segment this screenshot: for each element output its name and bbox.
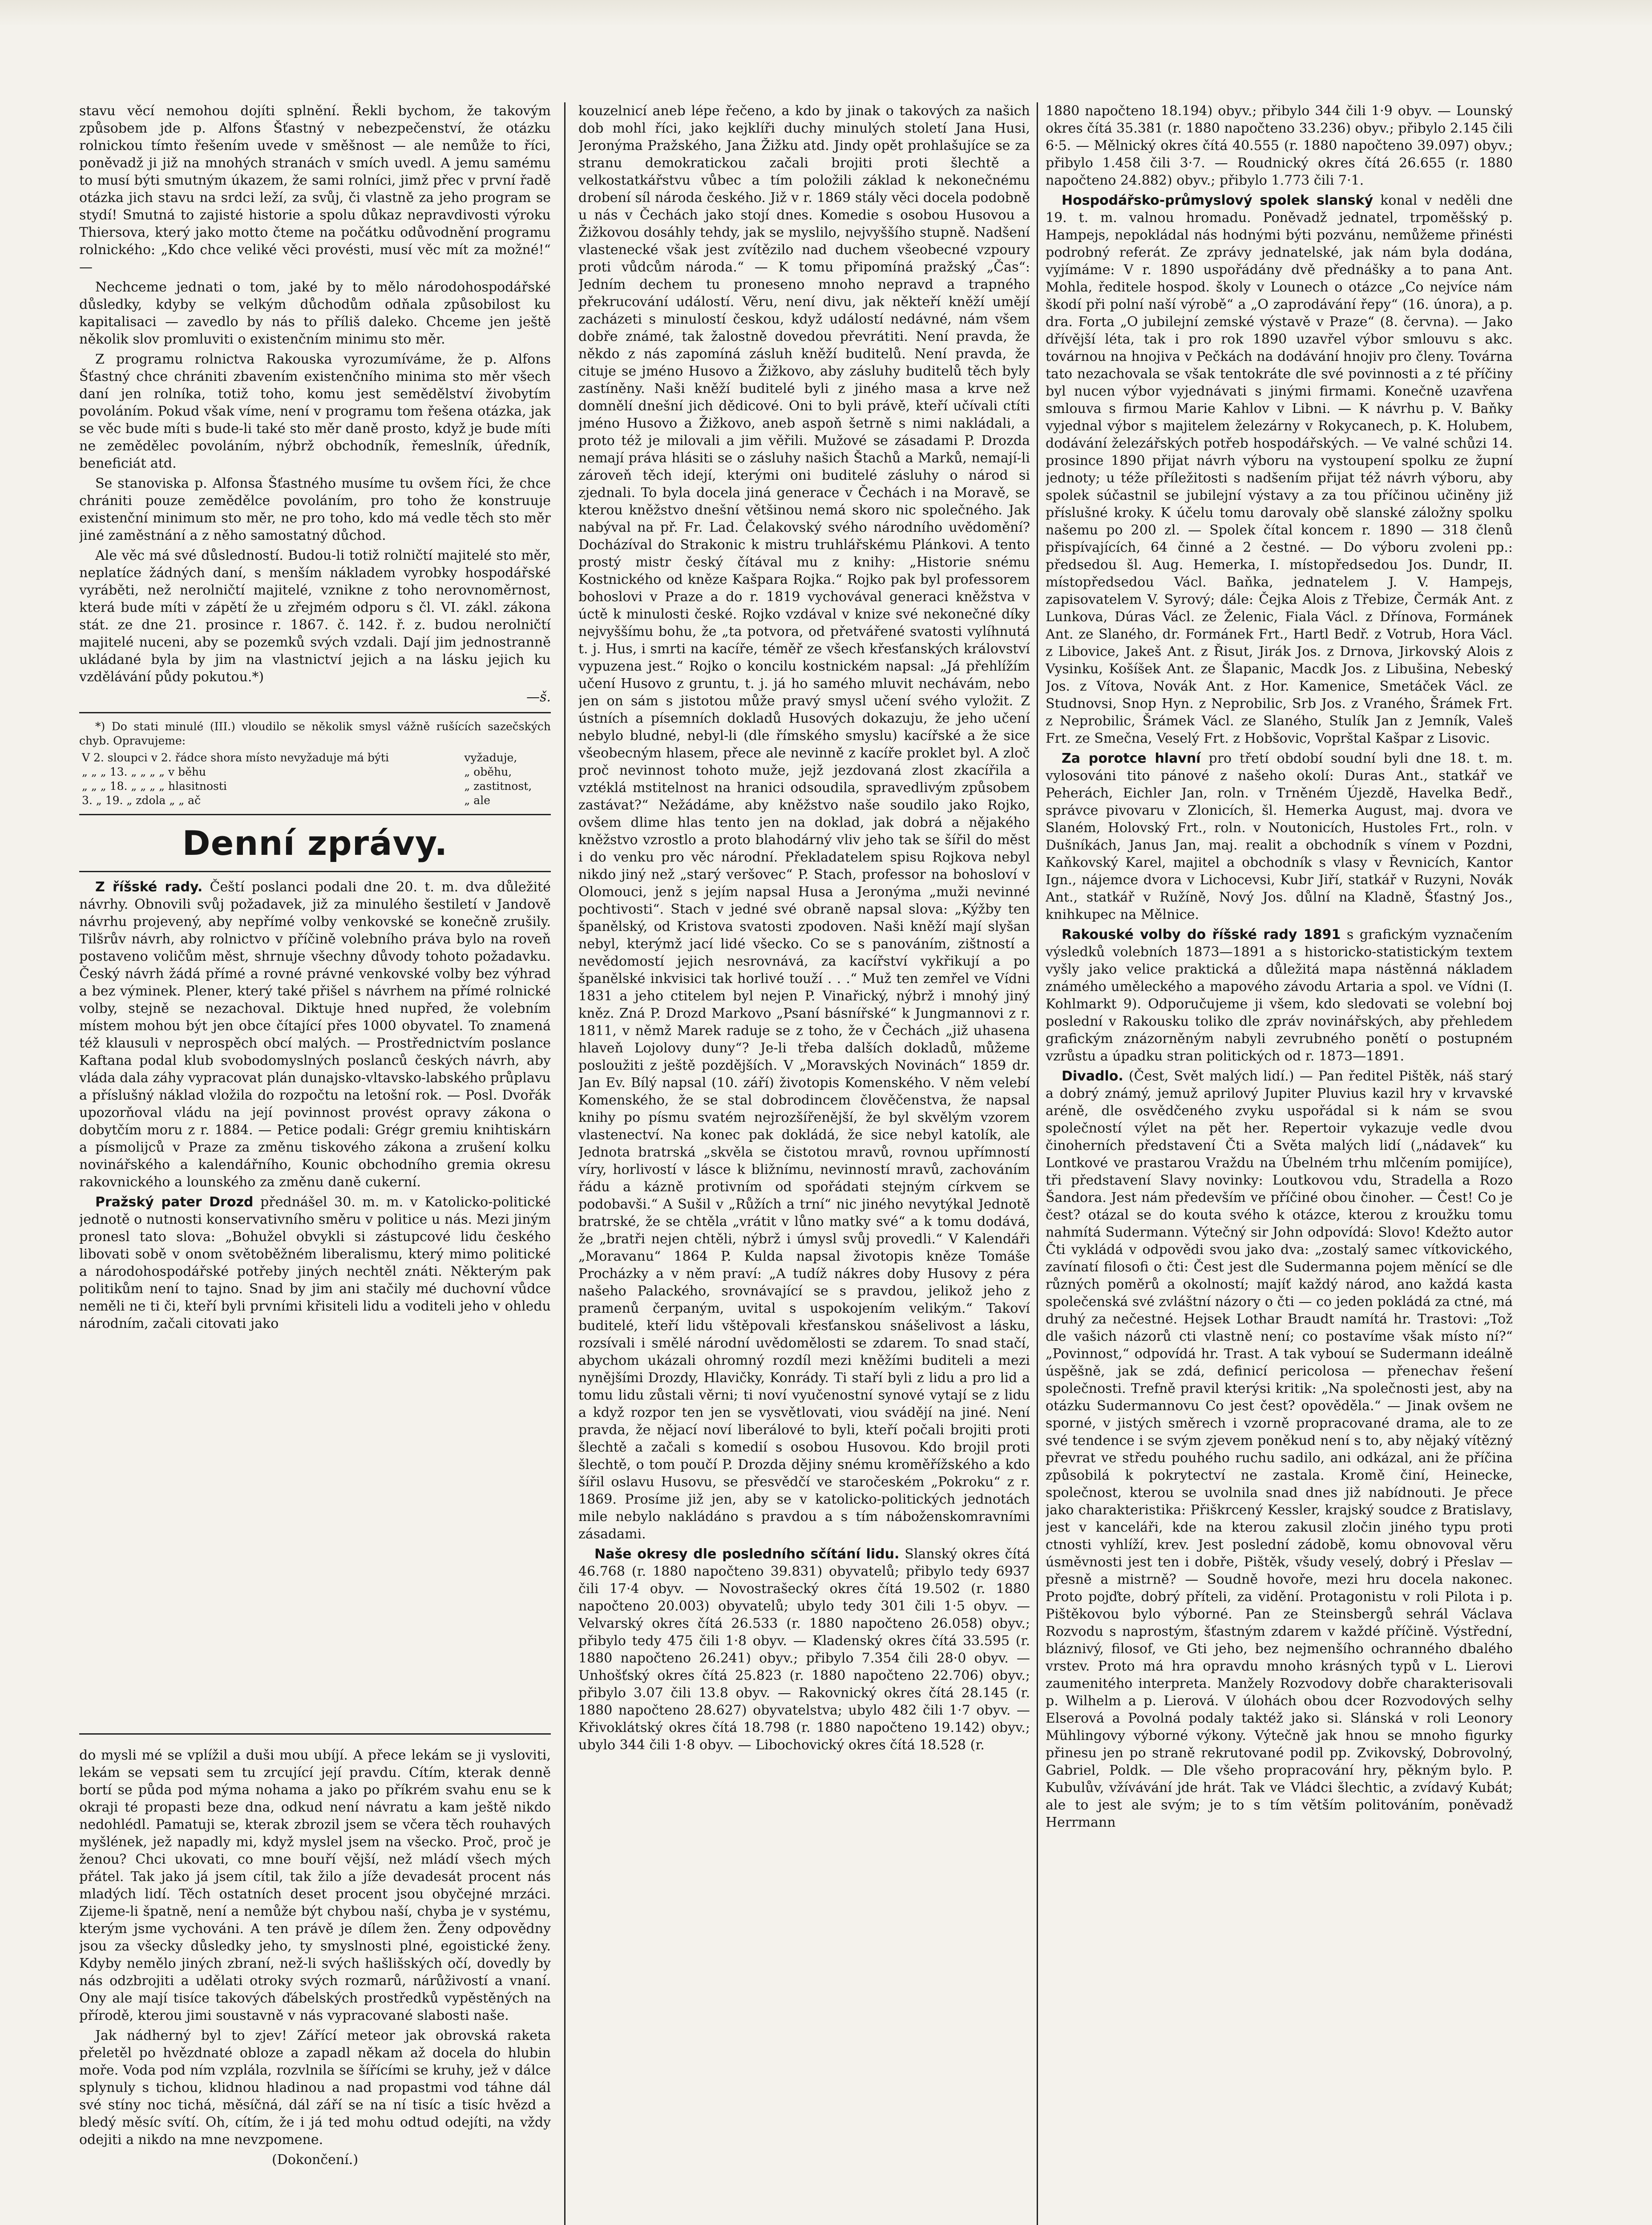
- masthead-divider: [79, 871, 551, 872]
- column-3: [1046, 102, 1513, 2225]
- errata-where: V 2. sloupci v 2. řádce shora místo nevyžaduje má býti: [82, 751, 389, 764]
- errata-where: 3. „ 19. „ zdola „ „ ač: [82, 794, 201, 807]
- column-rule: [564, 102, 565, 2225]
- census-title: Naše okresy dle posledního sčítání lidu.: [594, 1546, 900, 1562]
- col1-paragraph: Se stanoviska p. Alfonsa Šťastného musíme tu ovšem říci, že chce chrániti pouze zemědělce povoláním, pro toho že konstruuje existenční minimum sto měr, ne pro toho, kdo má vedle těch sto měr jiné zaměstnání a z něho samostatný důchod.: [79, 476, 551, 543]
- news-item: [79, 1193, 551, 1332]
- errata-where: „ „ „ 18. „ „ „ „ hlasitnosti: [82, 780, 227, 793]
- footnote-divider: [79, 712, 551, 713]
- column-2: [578, 102, 1030, 2225]
- errata-row: [79, 779, 551, 793]
- news-lead: Divadlo.: [1062, 1068, 1123, 1084]
- feuilleton-column: [79, 1747, 551, 2225]
- news-text: s grafickým vyznačením výsledků volebních 1873—1891 a s historicko-statistickým textem vyšly jako velice praktická a důležitá mapa nástěnná nákladem známého uměleckého a mapového závodu Artaria a spol. ve Vídni (I. Kohlmarkt 9). Odporučujeme ji všem, kdo sledovati se volební boj poslední v Rakousku toliko dle zpráv novinářských, aby přehledem grafickým znázorněným nabyli zevrubného ponětí o postupném vzrůstu a úpadku stran politických od r. 1873—1891.: [1046, 927, 1513, 1064]
- masthead-divider: [79, 814, 551, 815]
- news-item: [1046, 192, 1513, 747]
- errata-fix: „ zastitnost,: [464, 780, 532, 793]
- errata-fix: „ ale: [464, 794, 490, 807]
- errata-fix: „ oběhu,: [464, 765, 512, 778]
- news-text: přednášel 30. m. m. v Katolicko-politické jednotě o nutnosti konservativního směru v politice u nás. Mezi jiným pronesl tato slova: „Bohužel obvykli si zástupcové lidu českého libovati sobě v onom světoběžném liberalismu, který mimo politické a národohospodářské potřeby jiných nechtěl znáti. Některým pak politikům není to tajno. Snad by jim ani stačily mé duchovní vůdce neměli ne ti či, kteří byli prvními křisiteli lidu a voditeli jeho v ohledu národním, začali citovati jako: [79, 1194, 551, 1331]
- news-lead: Hospodářsko-průmyslový spolek slanský: [1062, 193, 1373, 208]
- feuilleton-signature: (Dokončení.): [271, 2152, 359, 2168]
- news-lead: Z říšské rady.: [95, 879, 203, 895]
- col1-paragraph: stavu věcí nemohou dojíti splnění. Řekli bychom, že takovým způsobem jde p. Alfons Šťastný v nebezpečenství, že otázku rolnickou tímto řešením uvede v směšnost — ale nemůže to říci, poněvadž ji již na mnohých stranách v smích uvedl. A jemu samému to musí býti smutným úkazem, že sami rolníci, jimž přec v první řadě otázka jich stavu na srdci leží, za svůj, či vlastně za jeho program se stydí! Smutná to zajisté historie a spolu důkaz nepravdivosti výroku Thiersova, který jako motto čteme na počátku odůvodnění programu rolnického: „Kdo chce veliké věci provésti, musí věc mít za možné!“ —: [79, 103, 551, 275]
- errata-where: „ „ „ 13. „ „ „ „ v běhu: [82, 765, 206, 778]
- col1-paragraph: Z programu rolnictva Rakouska vyrozumíváme, že p. Alfons Šťastný chce chrániti zbavením existenčního minima sto měr všech daní jen rolníka, totiž toho, komu jest semědělství živobytím povoláním. Pokud však víme, není v programu tom řešena otázka, jak se věc bude míti s bude-li také sto měr daně prosto, když je bude míti ne zemědělec povoláním, nýbrž obchodník, řemeslník, úředník, beneficiát atd.: [79, 352, 551, 471]
- errata-row: [79, 751, 551, 765]
- news-lead: Pražský pater Drozd: [95, 1194, 254, 1210]
- news-text: pro třetí období soudní byli dne 18. t. m. vylosováni tito pánové z našeho okolí: Duras Ant., statkář ve Peherách, Eichler Jan, roln. v Trněném Újezdě, Havelka Bedř., správce pivovaru v Zlonicích, šl. Hemerka August, maj. dvora ve Slaném, Holovský Frt., roln. v Noutonicích, Hustoles Frt., roln. v Dušníkách, Janus Jan, maj. realit a obchodník s vínem v Pozdni, Kaňkovský Karel, majitel a obchodník s vlasy v Řevnicích, Kantor Ign., nájemce dvora v Lichocevsi, Kubr Jiří, statkář v Ruzyni, Novák Ant., statkář v Ružíně, Nový Jos. důlní na Kladně, Šťastný Jos., knihkupec na Mělnice.: [1046, 751, 1513, 922]
- errata-fix: vyžaduje,: [464, 751, 517, 764]
- news-item: [1046, 1068, 1513, 1831]
- news-text: konal v neděli dne 19. t. m. valnou hromadu. Poněvadž jednatel, trpoměšský p. Hampejs, nepokládal nás hodnými býti pozvánu, nemůžeme přinésti podrobný referát. Ze zprávy jednatelské, jak nám byla dodána, vyjímáme: V r. 1890 uspořádány dvě přednášky a to pana Ant. Mohla, ředitele hospod. školy v Lounech o otázce „Co nejvíce nám škodí při polní naší výrobě“ a „O zaprodávání řepy“ (16. února), a p. dra. Forta „O jubilejní zemské výstavě v Praze“ (8. června). — Jako dřívější léta, tak i pro rok 1890 uzavřel výbor smlouvu s akc. továrnou na hnojiva v Pečkách na dodávání hnojiv pro členy. Továrna tato nezachovala se však tentokráte dle své povinnosti a z té příčiny byl nucen výbor vyjednávati s jinými firmami. Konečně uzavřena smlouva s firmou Marie Kahlov v Libni. — K návrhu p. V. Baňky vyjednal výbor s majitelem železárny v Rokycanech, p. K. Holubem, dodávání železářských potřeb hospodářských. — Ve valné schůzi 14. prosince 1890 přijat návrh výboru na vystoupení spolku ze župní jednoty; u téže příležitosti s nadšením přijat též návrh výboru, aby spolek súčastnil se jubilejní výstavy a za tou příčinou učiněny již příslušné kroky. K účelu tomu darovaly obě slanské záložny spolku našemu po 200 zl. — Spolek čítal koncem r. 1890 — 318 členů přispívajících, 64 činné a 2 čestné. — Do výboru zvoleni pp.: předsedou šl. Aug. Hemerka, I. místopředsedou Jos. Dundr, II. místopředsedou Václ. Baňka, jednatelem J. V. Hampejs, zapisovatelem V. Syrový; dále: Čejka Alois z Třebize, Čermák Ant. z Lunkova, Dúras Václ. ze Želenic, Fiala Václ. z Dřínova, Formánek Ant. ze Slaného, dr. Formánek Frt., Hartl Bedř. z Votrub, Hora Václ. z Libovice, Jakeš Ant. z Řisut, Jirák Jos. z Drnova, Jirkovský Alois z Vysinku, Košíšek Ant. ze Šlapanic, Macdk Jos. z Libušina, Nebeský Jos. z Vítova, Novák Ant. z Hor. Kamenice, Smetáček Václ. ze Studnovsi, Snop Hyn. z Neprobilic, Srb Jos. z Vraného, Šrámek Frt. z Neprobilic, Šrámek Václ. ze Slaného, Stulík Jan z Jemník, Valeš Frt. ze Smečna, Veselý Frt. z Hobšovic, Voprštal Kašpar z Lisovic.: [1046, 193, 1513, 746]
- news-lead: Rakouské volby do říšské rady 1891: [1062, 927, 1341, 943]
- news-text: (Čest, Svět malých lidí.) — Pan ředitel Pištěk, náš starý a dobrý známý, jemuž aprilový Jupiter Pluvius kazil hry v krvavské aréně, dle osvědčeného zvyku uspořádal si k nám se svou společností výlet na pět her. Repertoir vykazuje vedle dvou činoherních představení Čti a Světa malých lidí („nádavek“ ku Lontkové ve prastarou Vraždu na Úbelném trhu mlčením pomijíce), tři představení Slavy novinky: Loutkovou vdu, Stradella a Rozo Šandora. Jest nám především ve příčiné obou činoher. — Čest! Co je čest? otázal se do kouta svého k otázce, kterou z kroužku tomu nahmítá Sudermann. Výtečný sir John odpovídá: Slovo! Kdežto autor Čti vykládá v odpovědi svou jako dva: „zostalý samec vítkovického, zavínatí filosofi o čti: Čest jest dle Sudermanna pojem měnící se dle různých poměrů a okolností; majíť každý národ, ano každá kasta společenská své zvláštní názory o čti — co jeden pokládá za ctné, má druhý za nečestné. Hejsek Lothar Braudt namítá hr. Trastovi: „Tož dle vašich názorů cti vlastně není; co postavíme však místo ní?“ „Povinnost,“ odpovídá hr. Trast. A tak vybouí se Sudermann ideálně úspěšně, jak se zdá, definicí pericolosa — přenechav řešení společnosti. Trefně pravil kterýsi kritik: „Na společnosti jest, aby na otázku Sudermannovu Co jest čest? opověděla.“ — Jinak ovšem ne sporné, v jistých směrech i vzorně propracované drama, ale to ze své tendence i se svým zjevem poněkud není s to, aby nějaký vítězný převrat ve středu pouhého ruchu sadilo, ani odkázal, ani že příčina způsobilá k pokrytectví ne zastala. Kromě činí, Heinecke, společnost, kterou se uvolnila snad dnes již nabídnouti. Je přece jako charakteristika: Přiškrcený Kessler, krajský soudce z Bratislavy, jest v kanceláři, kde na kterou zakusil zločin jiného typu proti ctnosti vyhlíží, krev. Jest poslední zádobě, komu obnovoval věru úsměvnosti jest ten i dobře, Pištěk, všudy veselý, dobrý i Přeslav — přesně a mistrně? — Soudně hovoře, mezi hru docela nakonec. Proto pojďte, dobrý příteli, za vidění. Protagonistu v roli Pilota i p. Pištěkovou bylo výborné. Pan ze Steinsbergů sehrál Václava Rozvodu s naprostým, šťastným zdarem v každé příčině. Výstřední, bláznivý, filosof, ve Gti jeho, bez nejmenšího ochranného dbalého vrstev. Proto má hra opravdu mnoho krásných typů v L. Lierovi zaumenitého interpreta. Manžely Rozvodovy dobře charakterisovali p. Wilhelm a p. Lierová. V úlohách obou dcer Rozvodových selhy Elserová a Povolná podaly taktéž jako si. Slánská v roli Leonory Mühlingovy výborné výkony. Výtečně jak hnou se mnoho figurky přinesu jen po straně rekrutované podil pp. Zvikovský, Dobrovolný, Gabriel, Poldk. — Dle všeho propracování hry, pěkným bylo. P. Kubulův, vžívávání jde hrát. Tak ve Vládci šlechtic, a zvídavý Kubát; ale to jest ale svým; je to s tím větším politováním, poněvadž Herrmann: [1046, 1068, 1513, 1830]
- news-item: [1046, 926, 1513, 1065]
- news-lead: Za porotce hlavní: [1062, 751, 1201, 766]
- errata-row: [79, 793, 551, 808]
- column-1: [79, 102, 551, 1722]
- feuilleton-paragraph: Jak nádherný byl to zjev! Zářící meteor jak obrovská raketa přeletěl po hvězdnaté obloze a zapadl někam až docela do hlubin moře. Voda pod ním vzplála, rozvlnila se šířícími se kruhy, jež v dálce splynuly s tichou, klidnou hladinou a nad propastmi vod táhne dál své stíny noc tichá, měsíčná, dál září se na ní tisíc a tisíc hvězd a bledý měsíc svítí. Oh, cítím, že i já ted mohu odtud odejíti, na vždy odejiti a nikdo na mne nevzpomene.: [79, 2028, 551, 2148]
- footnote: *) Do stati minulé (III.) vloudilo se několik smysl vážně rušících sazečských chyb. Opravujeme:: [79, 720, 551, 747]
- errata-row: [79, 765, 551, 779]
- errata-table: [79, 751, 551, 808]
- news-text: Čeští poslanci podali dne 20. t. m. dva důležité návrhy. Obnovili svůj požadavek, již za minulého šestiletí v Jandově návrhu projevený, aby nepřímé volby venkovské se konečně zrušily. Tilšrův návrh, aby rolnictvo v příčině volebního práva bylo na roveň postaveno voličům měst, shrnuje všechny důvody tohoto požadavku. Český návrh žádá přímé a rovné právné venkovské volby bez výhrad a bez výminek. Plener, který také přišel s návrhem na přímé rolnické volby, stejně se nezachoval. Diktuje hned nupřed, že volebním místem mohou být jen obce čítající přes 1000 obyvatel. To znamená též klausuli v neprospěch obcí malých. — Prostřednictvím poslance Kaftana podal klub svobodomyslných poslanců českých návrh, aby vláda dala záhy vypracovat plán dunajsko-vltavsko-labského průplavu a příslušný náklad vložila do rozpočtu na letošní rok. — Posl. Dvořák upozorňoval vládu na její povinnost provést opravy zákona o dobytčím moru z r. 1884. — Petice podali: Grégr gremiu knihtiskárn a písmolijců v Praze za změnu tiskového zákona a zrušení kolku novinářského a kalendářního, Kounic obchodního gremia okresu rakovnického a lounského za změnu daně cukerní.: [79, 879, 551, 1190]
- col1-paragraph: Nechceme jednati o tom, jaké by to mělo národohospodářské důsledky, kdyby se velkým důchodům odňala způsobilost ku kapitalisaci — zavedlo by nás to příliš daleko. Chceme jen ještě několik slov promluviti o existenčním minimu sto měr.: [79, 279, 551, 347]
- col1-signature: —š.: [526, 689, 551, 705]
- census-text: Slanský okres čítá 46.768 (r. 1880 napočteno 39.831) obyvatelů; přibylo tedy 6937 čili 17·4 obyv. — Novostrašecký okres čítá 19.502 (r. 1880 napočteno 20.003) obyvatelů; ubylo tedy 301 čili 1·5 obyv. — Velvarský okres čítá 26.533 (r. 1880 napočteno 26.058) obyv.; přibylo tedy 475 čili 1·8 obyv. — Kladenský okres čítá 33.595 (r. 1880 napočteno 26.241) obyv.; přibylo 7.354 čili 28·0 obyv. — Unhošťský okres čítá 25.823 (r. 1880 napočteno 22.706) obyv.; přibylo 3.07 čili 13.8 obyv. — Rakovnický okres čítá 28.145 (r. 1880 napočteno 28.627) obyvatelstva; ubylo 482 čili 1·7 obyv. — Křivoklátský okres čítá 18.798 (r. 1880 napočteno 19.142) obyv.; ubylo 344 čili 1·8 obyv. — Libochovický okres čítá 18.528 (r.: [578, 1546, 1030, 1753]
- feuilleton-paragraph: do mysli mé se vplížil a duši mou ubíjí. A přece lekám se ji vysloviti, lekám se vepsati sem tu zrcující její pravdu. Cítím, kterak denně bortí se půda pod mýma nohama a jako po příkrém svahu enu se k okraji té propasti beze dna, odkud není návratu a kam ještě nikdo nedohlédl. Pamatuji se, kterak zbrozil jsem se včera těch rouhavých myšlének, jež napadly mi, když myslel jsem na všecko. Proč, proč je ženou? Chci ukovati, co mne bouří vější, než mládí všech mých přátel. Tak jako já jsem cítil, tak žilo a jíže devadesát procent nás mladých lidí. Těch ostatních deset procent jsou obyčejné mrzáci. Zijeme-li špatně, není a nemůže být chybou naší, chyba je v systému, kterým jsme vychováni. A ten právě je dílem žen. Ženy odpovědny jsou za všecky důsledky jeho, ty smyslnosti plné, egoistické ženy. Kdyby nemělo jiných zbraní, než-li svých hašlišských očí, dovedly by nás odzbrojiti a udělati otroky svých rozmarů, nárůživostí a vnaní. Ony ale mají tisíce takových ďábelských prostředků vypěstěných na přírodě, kterou jimi soustavně v nás vypracované slabosti naše.: [79, 1748, 551, 2023]
- feuilleton-divider: [79, 1733, 551, 1735]
- page-top-shadow: [0, 0, 1652, 27]
- col2-paragraph: kouzelnicí aneb lépe řečeno, a kdo by jinak o takových za našich dob mohl říci, jako kejklíři duchy minulých století Jana Husi, Jeronýma Pražského, Jana Žižku atd. Jindy opět prohlašujíce se za stranu demokratickou začali brojiti proti šlechtě a velkostatkářstvu vůbec a tím položili základ k nekonečnému drobení síl národa českého. Již v r. 1869 stály věci docela podobně u nás v Čechách jako stojí dnes. Komedie s osobou Husovou a Žižkovou dosáhly tehdy, jak se myslilo, nejvyššího stupně. Nadšení vlastenecké však jest zvítězilo nad duchem všeobecné vzpoury proti vůdcům národa.“ — K tomu připomíná pražský „Čas“: Jedním dechem tu proneseno mnoho nepravd a trapného překrucování událostí. Věru, není divu, jak někteří kněží umějí zacházeti s minulostí českou, když událostí nedávné, nám všem dobře známé, tak žalostně dovedou převrátiti. Není pravda, že někdo z nás zapomíná zásluh kněží buditelů. Není pravda, že cituje se jméno Husovo a Žižkovo, aby zásluhy buditelů těch byly zastíněny. Naši kněží buditelé byli z jiného masa a krve než domnělí dnešní jich dědicové. Oni to byli právě, kteří učívali ctíti jméno Husovo a Žižkovo, aneb aspoň šetrně s nimi nakládali, a proto též je milovali a jim věřili. Mužové se zásadami P. Drozda nemají práva hlásiti se o zásluhy našich Štachů a Marků, nemají-li zároveň těch idejí, kterými oni buditelé zásluhy o národ si zjednali. To byla docela jiná generace v Čechách i na Moravě, se kterou kněžstvo dnešní většinou nemá skoro nic společného. Jak nabýval na př. Fr. Lad. Čelakovský svého národního uvědomění? Docházíval do Strakonic k mistru truhlářskému Plánkovi. A tento prostý mistr český čítával mu z knihy: „Historie snému Kostnického od kněze Kašpara Rojka.“ Rojko pak byl professorem bohoslovi v Praze a do r. 1819 vychovával generaci kněžstva v úctě k minulosti české. Rojko vzdával v knize své nekonečné díky nejvyššímu bohu, že „ta potvora, od přetvářené svatosti vylíhnutá t. j. Hus, i smrti na kacíře, téměř ze všech křesťanských království vypuzena jest.“ Rojko o koncilu kostnickém napsal: „Já přehlížím učení Husovo z gruntu, t. j. já ho samého mluvit nechávám, nebo jen on sám s jistotou může pravý smysl učení svého vyložit. Z ústních a písemních dokladů Husových dokazuju, že jeho učení nebylo bludné, nebyl-li (dle římského smyslu) kacířské a že sice všeobecným hlasem, přece ale nevinně z kacíře proklet byl. A zloč proč nevinnost tohoto muže, jejž jezdovaná zlost zkacířila a vztéklá mstitelnost na hranici odsoudila, spravedlivým způsobem zastávat?“ Nežádáme, aby kněžstvo naše soudilo jako Rojko, ovšem dlime hlas tento jen na doklad, jak dobrá a nějakého kněžstvo vzrostlo a proto blahodárný vliv jeho tak se šířil do měst i do venku pro věc národní. Překladatelem spisu Rojkova nebyl nikdo jiný než „starý veršovec“ P. Stach, professor na bohosloví v Olomouci, jenž s jejím napsal Husa a Jeronýma „muži nevinné pochtivosti“. Stach v jedné své obraně napsal slova: „Kýžby ten španělský, od Kristova svatosti zpodoven. Naši kněží mají slyšan nebyl, kterýmž jací lidé všecko. Co se s panováním, zištností a nevědomostí jejich nesrovnává, za kacířství vykřikují a po španělské inkvisici tak horlivé touží . . .“ Muž ten zemřel ve Vídni 1831 a jeho ctitelem byl nejen P. Vinařický, nýbrž i mnohý jiný kněz. Zná P. Drozd Markovo „Psaní básnířské“ k Jungmannovi z r. 1811, v němž Marek raduje se z toho, že v Čechách „již uhasena hlaveň Lojolovy duny“? Je-li třeba dalších dokladů, můžeme posloužiti z ještě pozdějších. V „Moravských Novinách“ 1859 dr. Jan Ev. Bílý napsal (10. září) životopis Komenského. V něm velebí Komenského, že se stal dobrodincem člověčenstva, že napsal knihy po písmu svatém nejrozšířenější, že byl skvělým vzorem vlastenectví. Na konec pak dokládá, že sice nebyl katolík, ale Jednota bratrská „skvěla se čistotou mravů, rovnou upřímností víry, horlivostí v lásce k bližnímu, nevinností mravů, zachováním řádu a kázně protivním od spořádati stejným církvem se podobavši.“ A Sušil v „Růžích a trní“ nic jiného nevytýkal Jednotě bratrské, že se chtěla „vrátit v lůno matky své“ a k tomu dodává, že „bratři nejen chtěli, nýbrž i úmysl svůj provedli.“ V Kalendáři „Moravanu“ 1864 P. Kulda napsal životopis kněze Tomáše Procházky a v něm praví: „A tudíž nákres doby Husovy z péra našeho Palackého, srovnávající se s pravdou, jelikož jeho z pramenů čerpaným, uvital s uspokojením velikým.“ Takoví buditelé, kteří lidu vštěpovali křesťanskou snášelivost a lásku, rozsívali i smělé národní uvědomělosti se zdarem. To snad stačí, abychom ukázali ohromný rozdíl mezi kněžími buditeli a mezi nynějšími Drozdy, Hlavičky, Konrády. Ti staří byli z lidu a pro lid a tomu lidu zůstali věrni; ti noví vyučenostní synové vytají se z lidu a když rozpor ten jen se vysvětlovati, viou svádějí na jiné. Není pravda, že nějací noví liberálové to byli, kteří počali brojiti proti šlechtě a začali s komedií s osobou Husovou. Kdo brojil proti šlechtě, o tom poučí P. Drozda dějiny snému kroměřížského a kdo šířil oslavu Husovu, se přesvědčí ve staročeském „Pokroku“ z r. 1869. Prosíme již jen, aby se v katolicko-politických jednotách mile nebylo nakládáno s pravdou a s tím náboženskomravními zásadami.: [578, 103, 1030, 1542]
- news-item: [1046, 750, 1513, 923]
- column-rule: [1037, 102, 1038, 2225]
- col1-paragraph: Ale věc má své důsledností. Budou-li totiž rolničtí majitelé sto měr, neplatíce žádných daní, s menším nákladem vyrobky hospodářské vyráběti, než nerolničtí majitelé, vznikne z toho nerovnoměrnost, která bude míti v zápětí že u zřejmém odporu s čl. VI. zákl. zákona stát. ze dne 21. prosince r. 1867. č. 142. ř. z. budou nerolničtí majitelé nuceni, aby se pozemků svých vzdali. Dají jim jednostranně ukládané byla by jim na vlastnictví jejich a na lásku jejich ku vzdělávání půdy pokutou.*): [79, 548, 551, 685]
- section-masthead: Denní zprávy.: [182, 823, 448, 863]
- census-item: [578, 1545, 1030, 1754]
- col3-paragraph: 1880 napočteno 18.194) obyv.; přibylo 344 čili 1·9 obyv. — Lounský okres čítá 35.381 (r. 1880 napočteno 33.236) obyv.; přibylo 2.145 čili 6·5. — Mělnický okres čítá 40.555 (r. 1880 napočteno 39.097) obyv.; přibylo 1.458 čili 3·7. — Roudnický okres čítá 26.655 (r. 1880 napočteno 24.882) obyv.; přibylo 1.773 čili 7·1.: [1046, 103, 1513, 188]
- news-item: [79, 878, 551, 1191]
